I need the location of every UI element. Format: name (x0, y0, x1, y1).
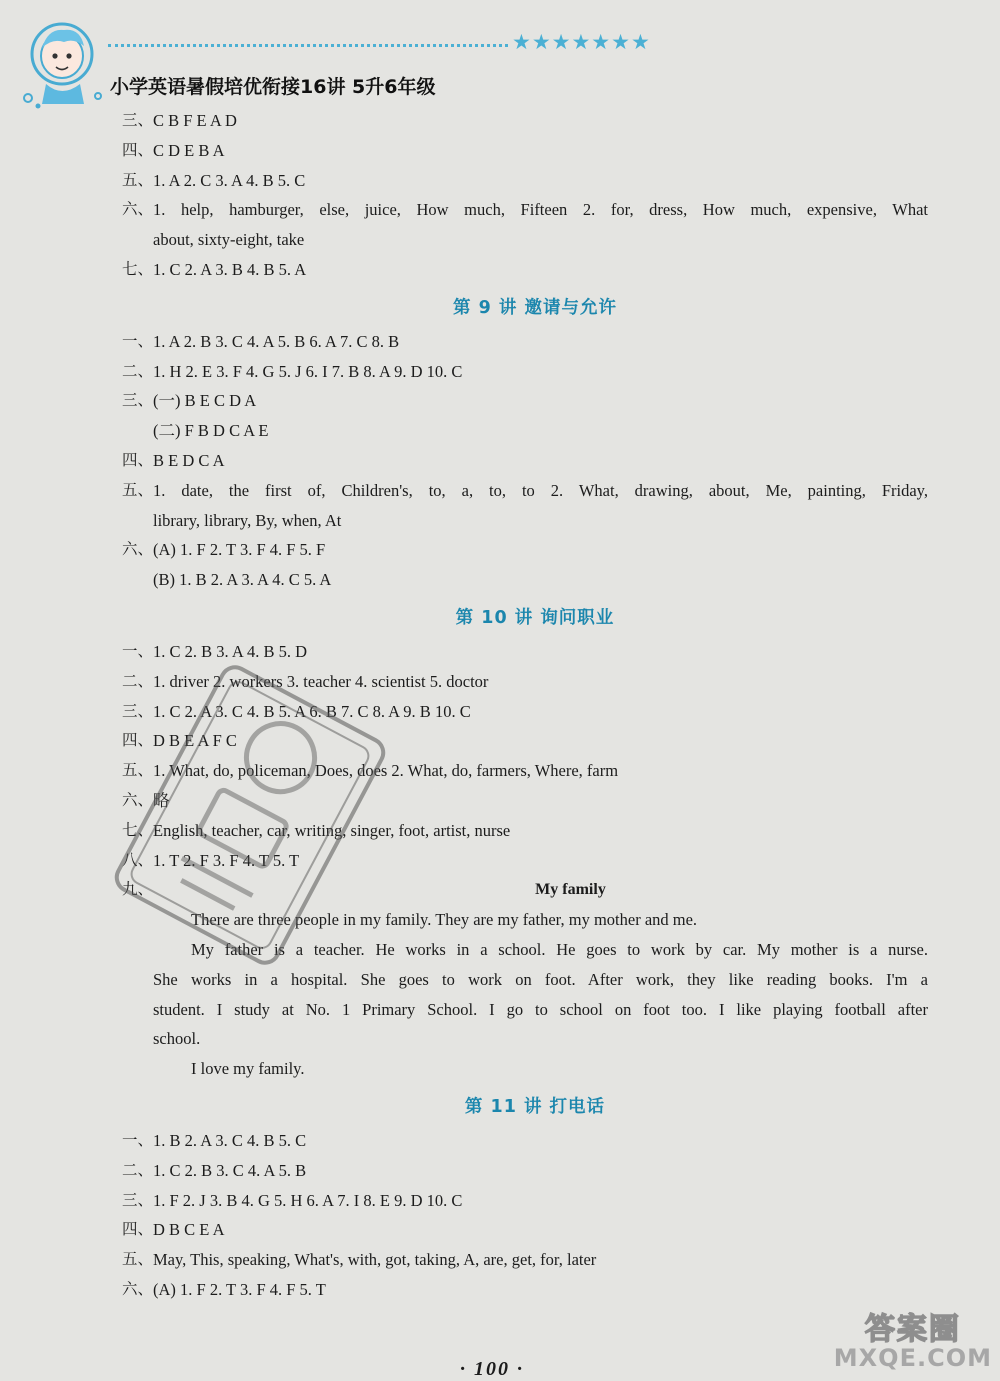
answer-line (122, 1126, 928, 1156)
answer-text: 1. C 2. A 3. B 4. B 5. A (153, 259, 307, 279)
answer-text: 1. driver 2. workers 3. teacher 4. scientist 5. doctor (153, 671, 489, 691)
question-number: 二、 (122, 361, 154, 380)
answer-text: 1. What, do, policeman, Does, does 2. What, do, farmers, Where, farm (153, 761, 619, 781)
watermark (834, 1304, 992, 1372)
answer-text: 略 (153, 790, 170, 810)
answer-text: 1. A 2. C 3. A 4. B 5. C (153, 170, 306, 190)
mascot-icon (18, 14, 108, 110)
lesson-heading: 第 10 讲 询问职业 (455, 607, 615, 628)
answer-text: (B) 1. B 2. A 3. A 4. C 5. A (153, 570, 332, 590)
answer-text: May, This, speaking, What's, with, got, taking, A, are, get, for, later (153, 1250, 597, 1270)
answer-line (122, 166, 928, 196)
answer-line (122, 195, 928, 225)
answer-text: 1. T 2. F 3. F 4. T 5. T (153, 850, 300, 870)
question-number: 四、 (122, 731, 154, 750)
question-number: 四、 (122, 1220, 154, 1239)
answer-line (122, 637, 928, 667)
question-number: 一、 (122, 331, 154, 350)
answer-line (122, 255, 928, 285)
answer-text: 1. A 2. B 3. C 4. A 5. B 6. A 7. C 8. B (153, 331, 400, 351)
question-number (122, 506, 153, 536)
dotted-divider (108, 44, 508, 47)
answer-line (122, 1275, 928, 1305)
answer-text: D B C E A (153, 1220, 225, 1240)
answer-line (122, 667, 928, 697)
essay-line (122, 905, 928, 935)
answer-line (122, 476, 928, 506)
question-number: 三、 (122, 391, 154, 410)
answer-line (122, 106, 928, 136)
answer-line (122, 756, 928, 786)
question-number: 九、 (122, 880, 154, 899)
question-number: 三、 (122, 1190, 154, 1209)
question-number (122, 565, 153, 595)
book-title: 小学英语暑假培优衔接16讲 5升6年级 (110, 76, 436, 98)
answer-line (122, 697, 928, 727)
question-number: 一、 (122, 641, 154, 660)
lesson-heading: 第 9 讲 邀请与允许 (453, 297, 617, 318)
question-number (122, 225, 153, 255)
answer-content (122, 106, 928, 1305)
question-number: 二、 (122, 671, 154, 690)
essay-paragraph: There are three people in my family. They are my father, my mother and me. (191, 910, 698, 930)
essay-paragraph: My father is a teacher. He works in a school. He goes to work by car. My mother is a nurse. (191, 939, 928, 959)
answer-text: (二) F B D C A E (153, 421, 269, 441)
answer-line (122, 225, 928, 255)
answer-line (122, 386, 928, 416)
answer-text: C B F E A D (153, 111, 237, 130)
essay-line (122, 965, 928, 995)
question-number: 六、 (122, 200, 154, 219)
question-number: 五、 (122, 170, 154, 189)
answer-line (122, 846, 928, 876)
essay-paragraph: I love my family. (191, 1059, 305, 1079)
answer-text: (一) B E C D A (153, 391, 257, 411)
question-number: 一、 (122, 1130, 154, 1149)
answer-text: 1. C 2. A 3. C 4. B 5. A 6. B 7. C 8. A 9. B 10. C (153, 701, 471, 721)
answer-text: C D E B A (153, 140, 225, 160)
page-number: · 100 · (460, 1358, 524, 1380)
answer-text: 1. date, the first of, Children's, to, a, to, to 2. What, drawing, about, Me, painting, Friday, (153, 480, 928, 500)
question-number (122, 416, 153, 446)
star-rating-icon: ★★★★★★★ (512, 30, 651, 54)
answer-line (122, 357, 928, 387)
answer-line (122, 726, 928, 756)
answer-text: English, teacher, car, writing, singer, foot, artist, nurse (153, 820, 511, 840)
question-number: 五、 (122, 480, 154, 499)
page-header (0, 0, 1000, 110)
answer-line (122, 1156, 928, 1186)
answer-line (122, 506, 928, 536)
answer-line (122, 535, 928, 565)
answer-line (122, 786, 928, 816)
answer-text: (A) 1. F 2. T 3. F 4. F 5. F (153, 540, 326, 560)
essay-title-line (122, 875, 928, 905)
answer-text: 1. B 2. A 3. C 4. B 5. C (153, 1130, 307, 1150)
answer-text: (A) 1. F 2. T 3. F 4. F 5. T (153, 1279, 326, 1299)
answer-line (122, 327, 928, 357)
question-number: 四、 (122, 450, 154, 469)
essay-line (122, 1024, 928, 1054)
answer-text: B E D C A (153, 450, 225, 470)
answer-line (122, 816, 928, 846)
question-number: 四、 (122, 140, 154, 159)
answer-line (122, 416, 928, 446)
essay-title: My family (535, 881, 606, 899)
answer-text: 1. H 2. E 3. F 4. G 5. J 6. I 7. B 8. A 9. D 10. C (153, 361, 463, 381)
answer-text: 1. help, hamburger, else, juice, How much, Fifteen 2. for, dress, How much, expensive, What (153, 200, 928, 220)
essay-paragraph: She works in a hospital. She goes to work on foot. After work, they like reading books. I'm a (153, 969, 928, 989)
essay-paragraph: student. I study at No. 1 Primary School. I go to school on foot too. I like playing football after (153, 999, 928, 1019)
answer-line (122, 565, 928, 595)
answer-text: library, library, By, when, At (153, 510, 342, 530)
lesson-heading: 第 11 讲 打电话 (464, 1096, 606, 1117)
answer-text: 1. C 2. B 3. A 4. B 5. D (153, 641, 308, 661)
answer-line (122, 1245, 928, 1275)
question-number: 五、 (122, 1250, 154, 1269)
question-number: 八、 (122, 850, 154, 869)
watermark-url: MXQE.COM (833, 1344, 992, 1372)
answer-text: D B E A F C (153, 731, 237, 751)
question-number: 三、 (122, 111, 154, 129)
question-number: 三、 (122, 701, 154, 720)
essay-line (122, 1054, 928, 1084)
question-number: 五、 (122, 761, 154, 780)
answer-text: about, sixty-eight, take (153, 230, 305, 250)
question-number: 二、 (122, 1160, 154, 1179)
answer-line (122, 1215, 928, 1245)
essay-line (122, 935, 928, 965)
question-number: 六、 (122, 790, 154, 809)
question-number: 七、 (122, 259, 154, 278)
watermark-logo: 答案圈 (864, 1312, 961, 1347)
question-number: 七、 (122, 820, 154, 839)
essay-paragraph: school. (153, 1029, 201, 1049)
answer-text: 1. F 2. J 3. B 4. G 5. H 6. A 7. I 8. E 9. D 10. C (153, 1190, 463, 1210)
answer-line (122, 1186, 928, 1216)
essay-line (122, 995, 928, 1025)
question-number: 六、 (122, 1279, 154, 1298)
question-number: 六、 (122, 540, 154, 559)
answer-line (122, 446, 928, 476)
answer-line (122, 136, 928, 166)
answer-text: 1. C 2. B 3. C 4. A 5. B (153, 1160, 307, 1180)
